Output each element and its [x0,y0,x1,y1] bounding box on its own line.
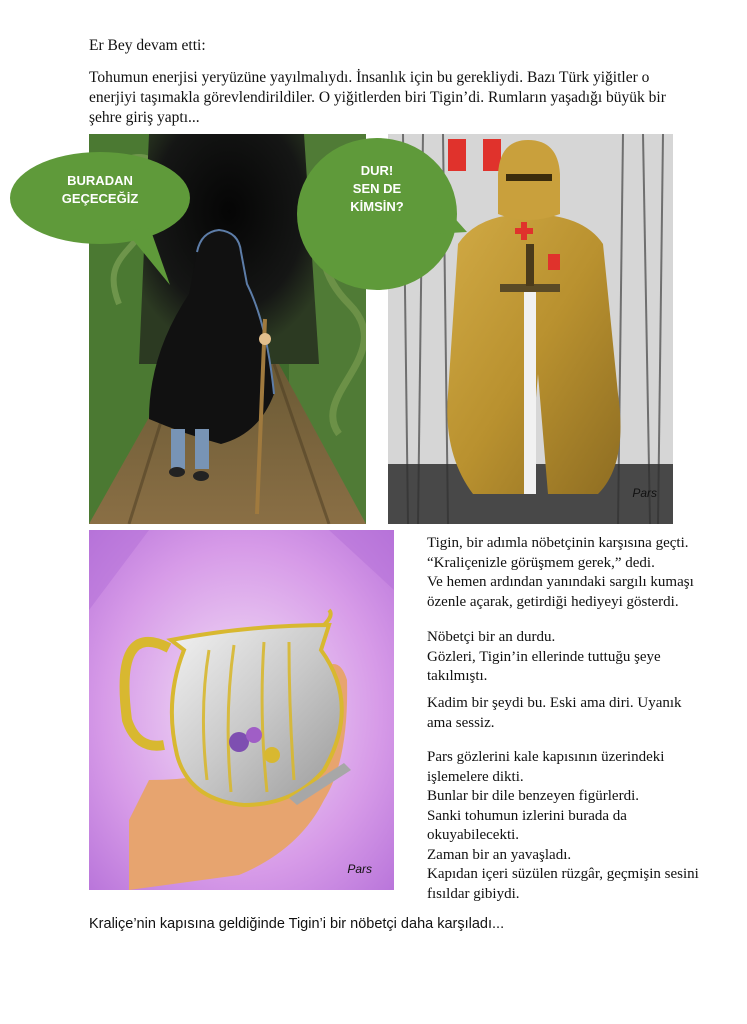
speech-bubble-right [292,124,472,294]
story-paragraph: Tigin, bir adımla nöbetçinin karşısına geçti. “Kraliçenizle görüşmem gerek,” dedi. Ve hemen ardından yanındaki sargılı kumaşı özenle açarak, getirdiği hediyeyi gösterdi. [427,535,694,610]
artist-signature: Pars [632,486,657,500]
intro-paragraph-line: enerjiyi taşımakla görevlendirildiler. O yiğitlerden biri Tigin’di. Rumların yaşadığı büyük bir [89,89,666,106]
story-paragraph: Pars gözlerini kale kapısının üzerindeki işlemelere dikti. Bunlar bir dile benzeyen figürlerdi. Sanki tohumun izlerini burada da okuyabilecekti. Zaman bir an yavaşladı. Kapıdan içeri süzülen rüzgâr, geçmişin sesini fısıldar gibiydi. [427,749,699,902]
speech-bubble-right-text: DUR! SEN DE KİMSİN? [350,163,404,214]
speech-bubble-left-shape [5,150,195,290]
jug-illustration [89,530,394,890]
speech-bubble-left-text: BURADAN GEÇECEĞİZ [61,173,139,206]
story-paragraph: Kadim bir şeydi bu. Eski ama diri. Uyanık ama sessiz. [427,695,682,731]
story-paragraph: Nöbetçi bir an durdu. Gözleri, Tigin’in ellerinde tuttuğu şeye takılmıştı. [427,629,661,684]
intro-paragraph-line: şehre giriş yaptı... [89,109,200,126]
closing-line: Kraliçe’nin kapısına geldiğinde Tigin’i bir nöbetçi daha karşıladı... [89,916,505,932]
intro-line: Er Bey devam etti: [89,37,206,54]
intro-paragraph-line: Tohumun enerjisi yeryüzüne yayılmalıydı. İnsanlık için bu gerekliydi. Bazı Türk yiğitler o [89,69,650,86]
jug-illustration-art [89,530,394,890]
artist-signature: Pars [347,862,372,876]
speech-bubble-left [5,150,195,290]
